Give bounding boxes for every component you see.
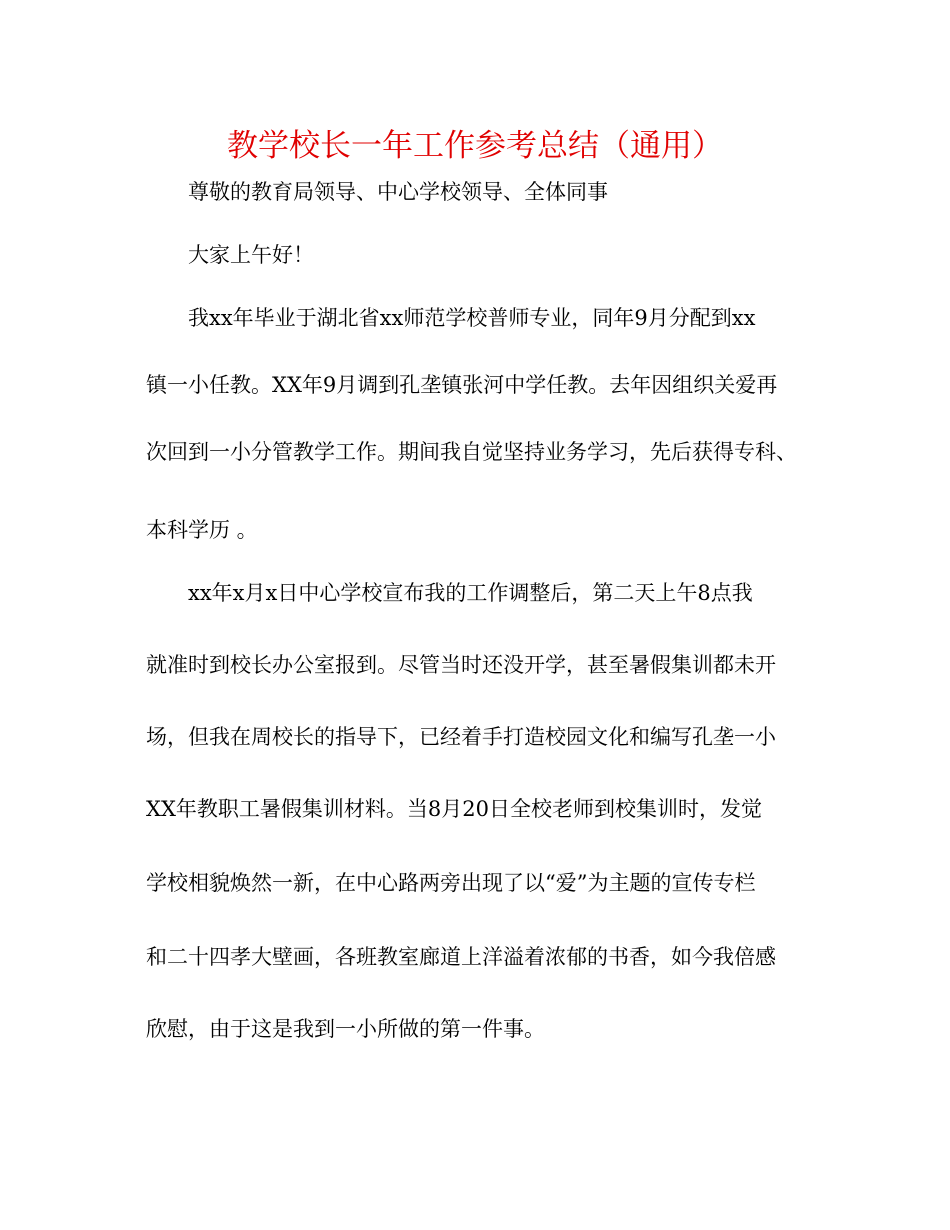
paragraph-1-line-2: 镇一小任教。XX年9月调到孔垄镇张河中学任教。去年因组织关爱再: [146, 373, 778, 397]
paragraph-2-line-2: 就准时到校长办公室报到。尽管当时还没开学，甚至暑假集训都未开: [146, 653, 776, 677]
paragraph-2-line-6: 和二十四孝大壁画，各班教室廊道上洋溢着浓郁的书香，如今我倍感: [146, 945, 776, 969]
paragraph-2-line-5: 学校相貌焕然一新，在中心路两旁出现了以“爱”为主题的宣传专栏: [146, 871, 756, 895]
paragraph-1-line-3: 次回到一小分管教学工作。期间我自觉坚持业务学习，先后获得专科、: [146, 440, 797, 464]
salutation-line: 尊敬的教育局领导、中心学校领导、全体同事: [188, 180, 608, 204]
paragraph-2-line-3: 场，但我在周校长的指导下，已经着手打造校园文化和编写孔垄一小: [146, 725, 776, 749]
paragraph-2-line-4: XX年教职工暑假集训材料。当8月20日全校老师到校集训时，发觉: [146, 797, 762, 821]
document-title: 教学校长一年工作参考总结（通用）: [227, 128, 723, 164]
paragraph-1-line-4: 本科学历 。: [146, 518, 258, 542]
paragraph-2-line-1: xx年x月x日中心学校宣布我的工作调整后，第二天上午8点我: [188, 581, 753, 605]
paragraph-1-line-1: 我xx年毕业于湖北省xx师范学校普师专业，同年9月分配到xx: [188, 306, 756, 330]
paragraph-2-line-7: 欣慰，由于这是我到一小所做的第一件事。: [146, 1017, 545, 1041]
greeting-line: 大家上午好！: [188, 243, 314, 267]
